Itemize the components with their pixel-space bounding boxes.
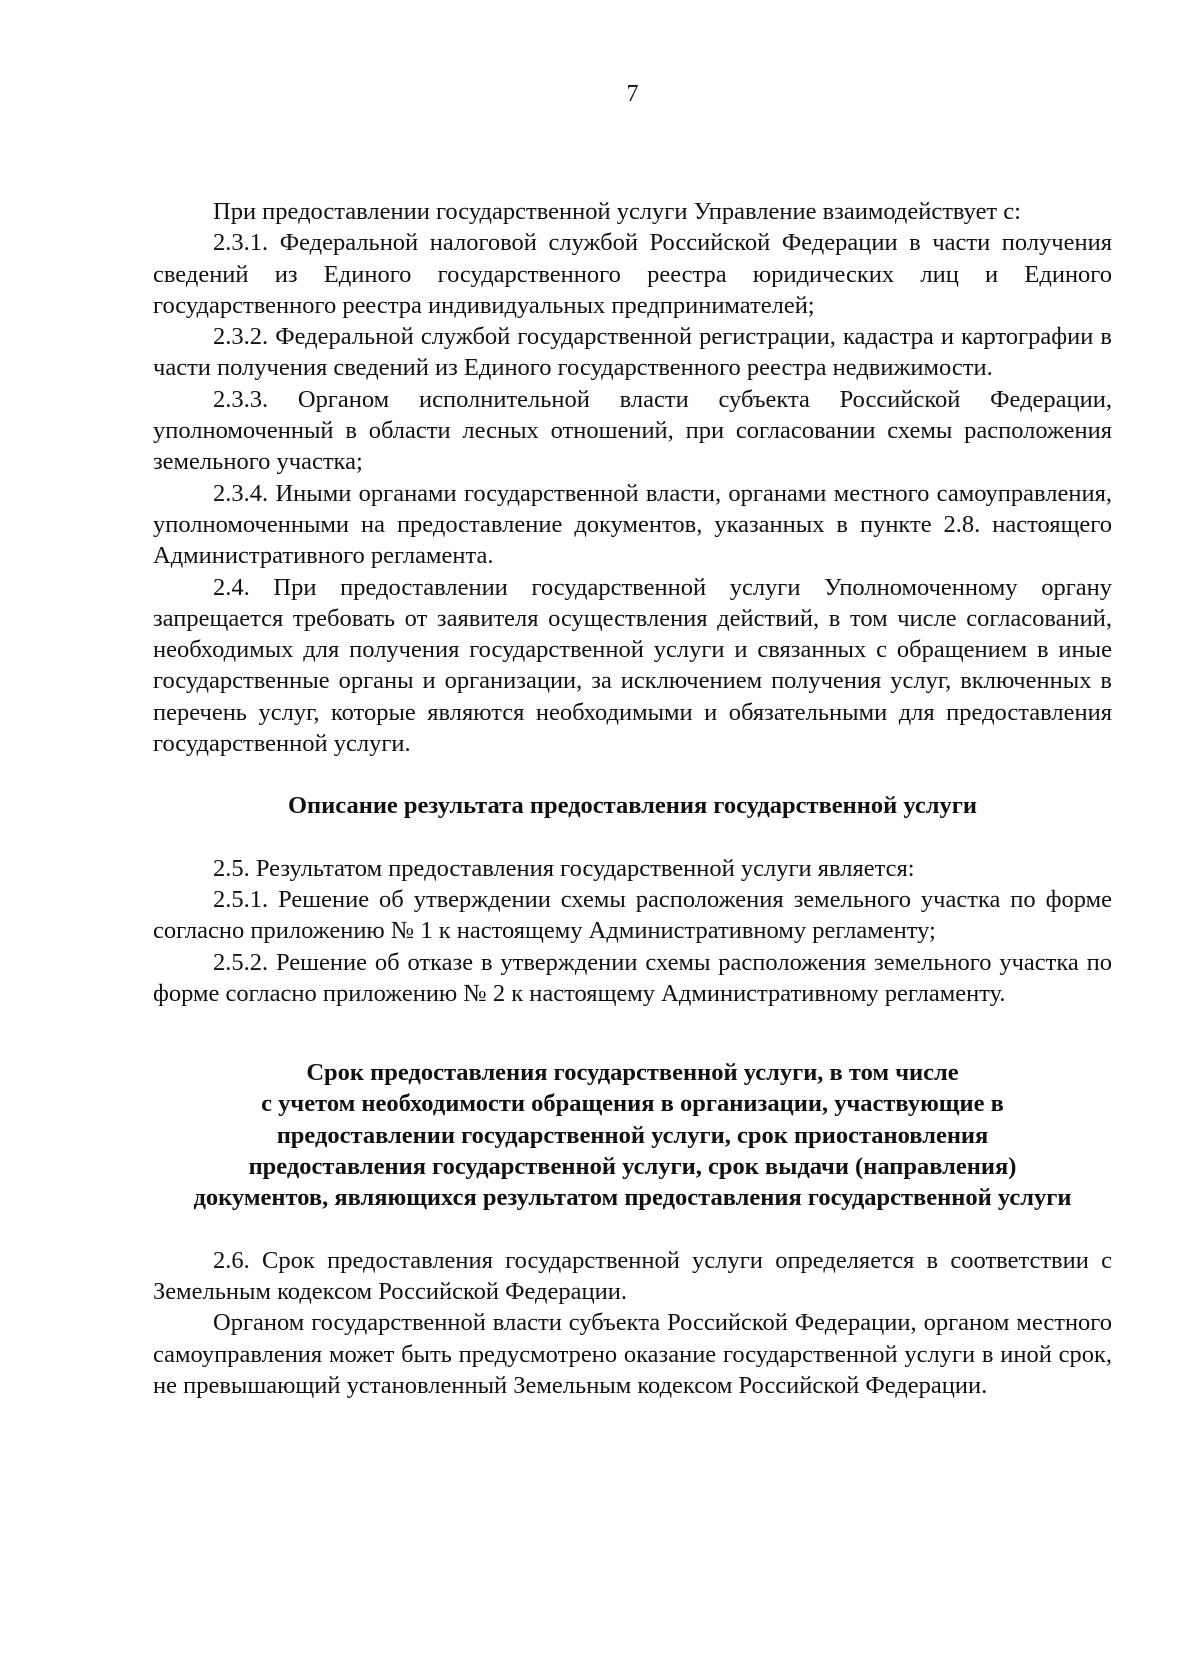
paragraph-2-3-1: 2.3.1. Федеральной налоговой службой Российской Федерации в части получения сведений из Единого государственного реестра юридических лиц и Единого государственного реестра индивидуальных предпринимателей; [153, 229, 1112, 319]
section-heading-term-line: с учетом необходимости обращения в организации, участвующие в [261, 1090, 1004, 1118]
page-number: 7 [626, 81, 639, 107]
paragraph-2-4: 2.4. При предоставлении государственной услуги Уполномоченному органу запрещается требовать от заявителя осуществления действий, в том числе согласований, необходимых для получения государственной услуги и связанных с обращением в иные государственные органы и организации, за исключением получения услуг, включенных в перечень услуг, которые являются необходимыми и обязательными для предоставления государственной услуги. [153, 573, 1112, 758]
paragraph-2-3-4: 2.3.4. Иными органами государственной власти, органами местного самоуправления, уполномоченными на предоставление документов, указанных в пункте 2.8. настоящего Административного регламента. [153, 479, 1112, 570]
paragraph-2-5: 2.5. Результатом предоставления государственной услуги является: [213, 854, 915, 882]
paragraph-2-3-2: 2.3.2. Федеральной службой государственной регистрации, кадастра и картографии в части получения сведений из Единого государственного реестра недвижимости. [153, 323, 1112, 382]
section-heading-term-line: предоставлении государственной услуги, срок приостановления [276, 1121, 989, 1149]
section-heading-result: Описание результата предоставления государственной услуги [287, 792, 977, 820]
paragraph-2-3-3: 2.3.3. Органом исполнительной власти субъекта Российской Федерации, уполномоченный в области лесных отношений, при согласовании схемы расположения земельного участка; [153, 385, 1112, 476]
paragraph-interaction-intro: При предоставлении государственной услуги Управление взаимодействует с: [213, 198, 1021, 225]
paragraph-alternative-term: Органом государственной власти субъекта Российской Федерации, органом местного самоуправления может быть предусмотрено оказание государственной услуги в иной срок, не превышающий установленный Земельным кодексом Российской Федерации. [153, 1309, 1112, 1399]
paragraph-2-5-2: 2.5.2. Решение об отказе в утверждении схемы расположения земельного участка по форме согласно приложению № 2 к настоящему Административному регламенту. [153, 948, 1112, 1007]
paragraph-2-5-1: 2.5.1. Решение об утверждении схемы расположения земельного участка по форме согласно приложению № 1 к настоящему Административному регламенту; [153, 885, 1112, 945]
section-heading-term-line: Срок предоставления государственной услуги, в том числе [306, 1059, 959, 1087]
paragraph-2-6: 2.6. Срок предоставления государственной услуги определяется в соответствии с Земельным кодексом Российской Федерации. [153, 1246, 1112, 1305]
section-heading-term-line: предоставления государственной услуги, срок выдачи (направления) [248, 1153, 1017, 1181]
section-heading-term-line: документов, являющихся результатом предоставления государственной услуги [193, 1184, 1072, 1212]
section-heading-term [153, 1057, 1112, 1213]
